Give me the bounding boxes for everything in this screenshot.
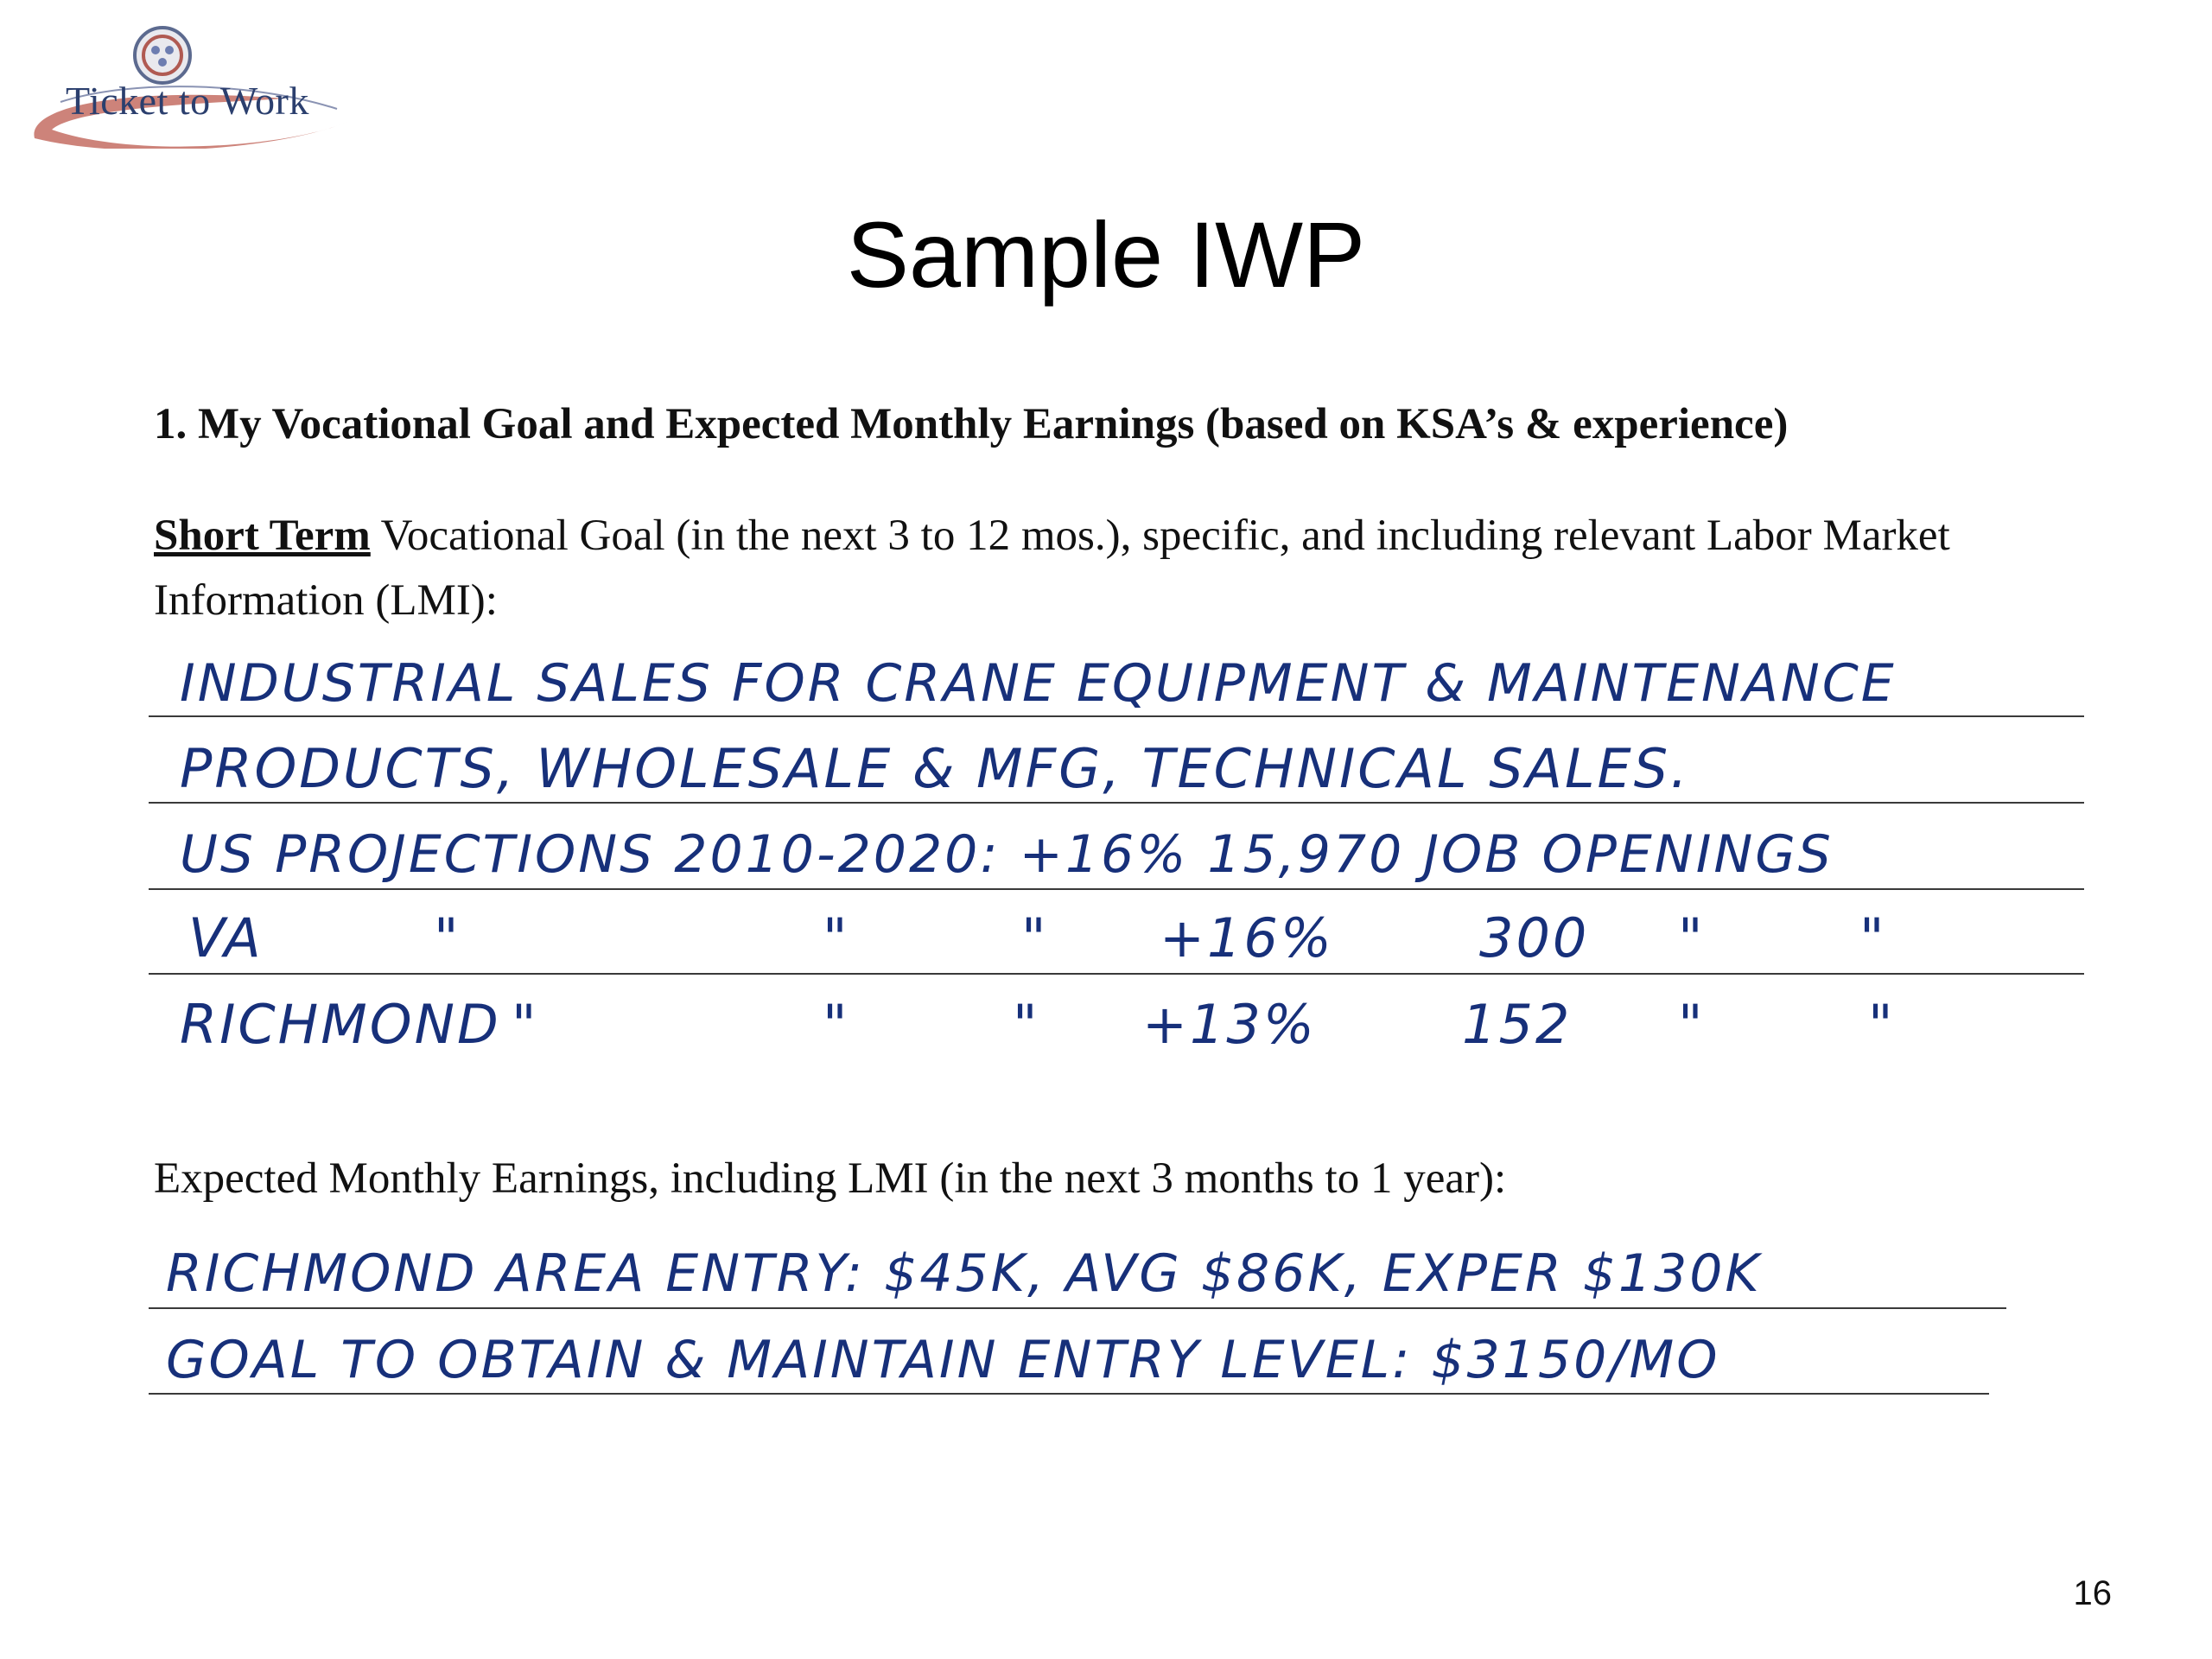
handwritten-line bbox=[149, 821, 2084, 890]
handwritten-cell: 300 bbox=[1479, 906, 1590, 969]
writing-rule bbox=[149, 1393, 1989, 1395]
page-number: 16 bbox=[2073, 1574, 2112, 1612]
handwritten-cell: VA bbox=[188, 906, 264, 969]
handwritten-text: INDUSTRIAL SALES FOR CRANE EQUIPMENT & MAINTENANCE bbox=[180, 653, 1897, 714]
handwritten-cell: 152 bbox=[1462, 993, 1573, 1056]
handwritten-cell: " bbox=[1868, 993, 1896, 1056]
handwritten-cell: +13% bbox=[1142, 993, 1317, 1056]
handwritten-text: RICHMOND AREA ENTRY: $45K, AVG $86K, EXPER $130K bbox=[166, 1243, 1762, 1304]
writing-rule bbox=[149, 1307, 2006, 1309]
short-term-label: Short Term bbox=[154, 512, 371, 560]
writing-rule bbox=[149, 802, 2084, 804]
handwritten-line bbox=[149, 1326, 2084, 1395]
ticket-to-work-logo bbox=[26, 19, 354, 149]
earnings-prompt: Expected Monthly Earnings, including LMI (in the next 3 months to 1 year): bbox=[154, 1154, 1507, 1203]
handwritten-line bbox=[149, 736, 2084, 805]
handwritten-line bbox=[149, 1240, 2084, 1309]
writing-rule bbox=[149, 715, 2084, 717]
handwritten-table-row bbox=[149, 992, 2084, 1061]
handwritten-text: US PROJECTIONS 2010-2020: +16% 15,970 JOB OPENINGS bbox=[180, 824, 1834, 885]
handwritten-cell: " bbox=[1013, 993, 1040, 1056]
handwritten-text: PRODUCTS, WHOLESALE & MFG, TECHNICAL SALES. bbox=[180, 737, 1690, 800]
section-heading: 1. My Vocational Goal and Expected Monthly Earnings (based on KSA’s & experience) bbox=[154, 400, 1789, 448]
handwritten-cell: " bbox=[1678, 993, 1706, 1056]
handwritten-cell: " bbox=[1859, 906, 1887, 969]
short-term-prompt bbox=[154, 504, 2089, 633]
handwritten-cell: " bbox=[1678, 906, 1706, 969]
writing-rule bbox=[149, 888, 2084, 890]
handwritten-cell: " bbox=[1021, 906, 1049, 969]
handwritten-table-row bbox=[149, 906, 2084, 975]
handwritten-cell: +16% bbox=[1160, 906, 1334, 969]
handwritten-cell: " bbox=[434, 906, 461, 969]
handwritten-cell: " bbox=[823, 993, 850, 1056]
logo-text: Ticket to Work bbox=[66, 79, 309, 123]
handwritten-line bbox=[149, 650, 2084, 719]
slide-title: Sample IWP bbox=[846, 202, 1366, 307]
handwritten-cell: " bbox=[512, 993, 539, 1056]
handwritten-cell: " bbox=[823, 906, 850, 969]
handwritten-text: GOAL TO OBTAIN & MAINTAIN ENTRY LEVEL: $3150/MO bbox=[166, 1330, 1720, 1390]
short-term-prompt-text: Vocational Goal (in the next 3 to 12 mos.), specific, and including relevant Labor Market Information (LMI): bbox=[154, 512, 1950, 625]
handwritten-cell: RICHMOND bbox=[180, 993, 501, 1056]
writing-rule bbox=[149, 973, 2084, 975]
